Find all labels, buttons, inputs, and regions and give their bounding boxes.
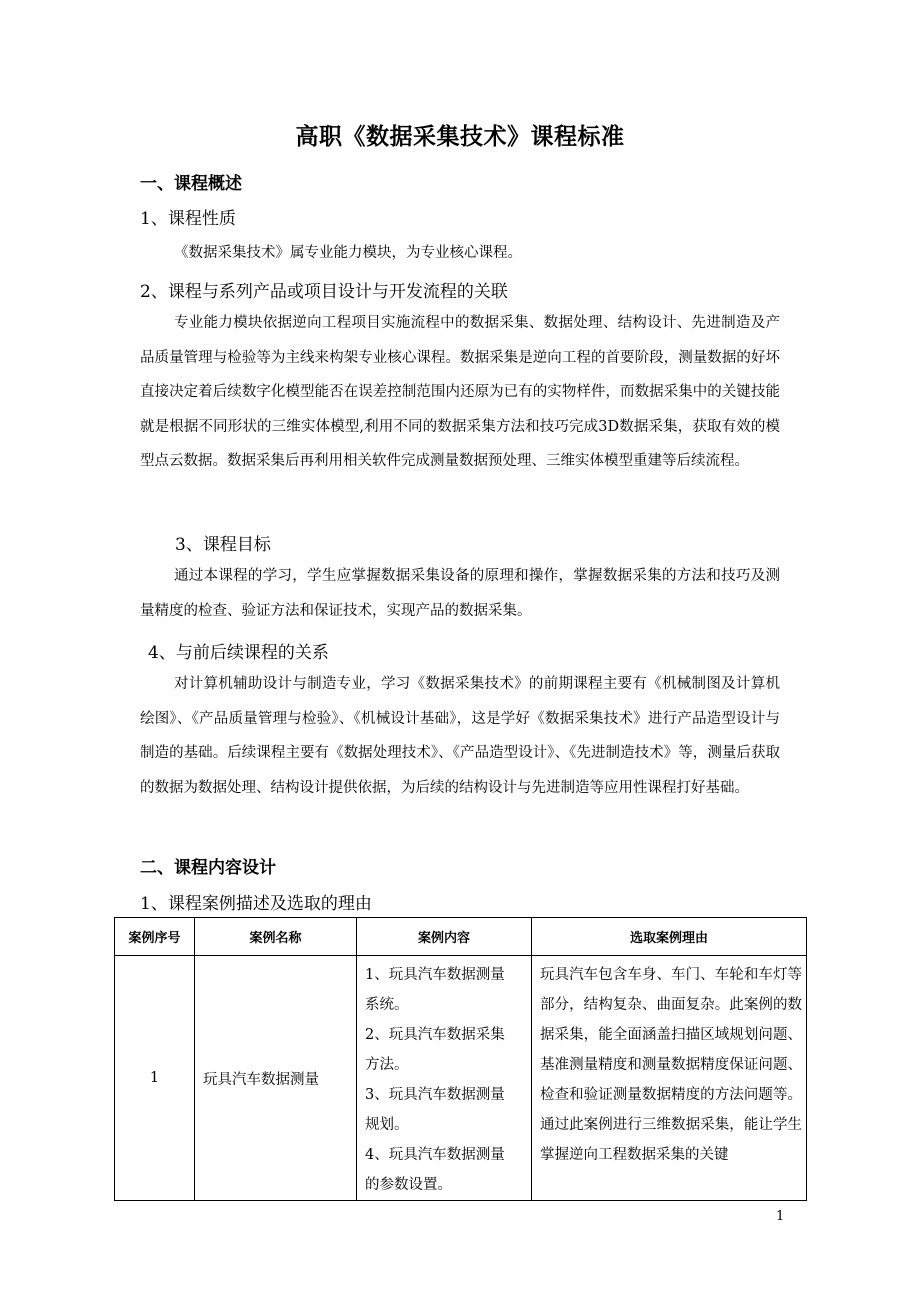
content-line: 方法。 <box>365 1057 409 1073</box>
subsection-heading-relation: 2、课程与系列产品或项目设计与开发流程的关联 <box>140 282 508 302</box>
header-case-no: 案例序号 <box>115 918 195 956</box>
paragraph-relation: 专业能力模块依据逆向工程项目实施流程中的数据采集、数据处理、结构设计、先进制造及产品质量管理与检验等为主线来构架专业核心课程。数据采集是逆向工程的首要阶段，测量数据的好坏直接决定着后续数字化模型能否在误差控制范围内还原为已有的实物样件，而数据采集中的关键技能就是根据不同形状的三维实体模型,利用不同的数据采集方法和技巧完成3D数据采集，获取有效的模型点云数据。数据采集后再利用相关软件完成测量数据预处理、三维实体模型重建等后续流程。 <box>140 315 780 469</box>
cell-case-name: 玩具汽车数据测量 <box>195 956 357 1201</box>
paragraph-nature: 《数据采集技术》属专业能力模块，为专业核心课程。 <box>174 245 522 261</box>
section-heading-overview: 一、课程概述 <box>140 174 242 194</box>
content-line: 2、玩具汽车数据采集 <box>365 1027 505 1043</box>
subsection-heading-prerequisites: 4、与前后续课程的关系 <box>148 643 329 663</box>
paragraph-goals: 通过本课程的学习，学生应掌握数据采集设备的原理和操作，掌握数据采集的方法和技巧及测量精度的检查、验证方法和保证技术，实现产品的数据采集。 <box>140 568 780 619</box>
cell-case-reason: 玩具汽车包含车身、车门、车轮和车灯等部分，结构复杂、曲面复杂。此案例的数据采集，能全面涵盖扫描区域规划问题、基准测量精度和测量数据精度保证问题、检查和验证测量数据精度的方法问题等。通过此案例进行三维数据采集，能让学生掌握逆向工程数据采集的关键 <box>532 956 807 1201</box>
section-heading-content-design: 二、课程内容设计 <box>140 858 276 878</box>
content-line: 3、玩具汽车数据测量 <box>365 1087 505 1103</box>
content-line: 的参数设置。 <box>365 1177 452 1193</box>
page-number: 1 <box>776 1209 785 1224</box>
table-row <box>115 956 807 1201</box>
paragraph-prerequisites: 对计算机辅助设计与制造专业，学习《数据采集技术》的前期课程主要有《机械制图及计算机绘图》、《产品质量管理与检验》、《机械设计基础》，这是学好《数据采集技术》进行产品造型设计与制造的基础。后续课程主要有《数据处理技术》、《产品造型设计》、《先进制造技术》等，测量后获取的数据为数据处理、结构设计提供依据，为后续的结构设计与先进制造等应用性课程打好基础。 <box>140 676 780 796</box>
header-case-name: 案例名称 <box>195 918 357 956</box>
subsection-heading-nature: 1、课程性质 <box>140 209 236 229</box>
cell-case-no: 1 <box>115 956 195 1201</box>
subsection-heading-cases: 1、课程案例描述及选取的理由 <box>140 894 372 914</box>
header-case-content: 案例内容 <box>357 918 532 956</box>
document-title: 高职《数据采集技术》课程标准 <box>295 123 625 150</box>
content-line: 4、玩具汽车数据测量 <box>365 1147 505 1163</box>
table-header-row <box>115 918 807 956</box>
content-line: 1、玩具汽车数据测量 <box>365 967 505 983</box>
header-case-reason: 选取案例理由 <box>532 918 807 956</box>
content-line: 规划。 <box>365 1117 409 1133</box>
content-line: 系统。 <box>365 997 409 1013</box>
subsection-heading-goals: 3、课程目标 <box>175 535 271 555</box>
cases-table <box>114 917 807 1201</box>
cell-case-content <box>357 956 532 1201</box>
